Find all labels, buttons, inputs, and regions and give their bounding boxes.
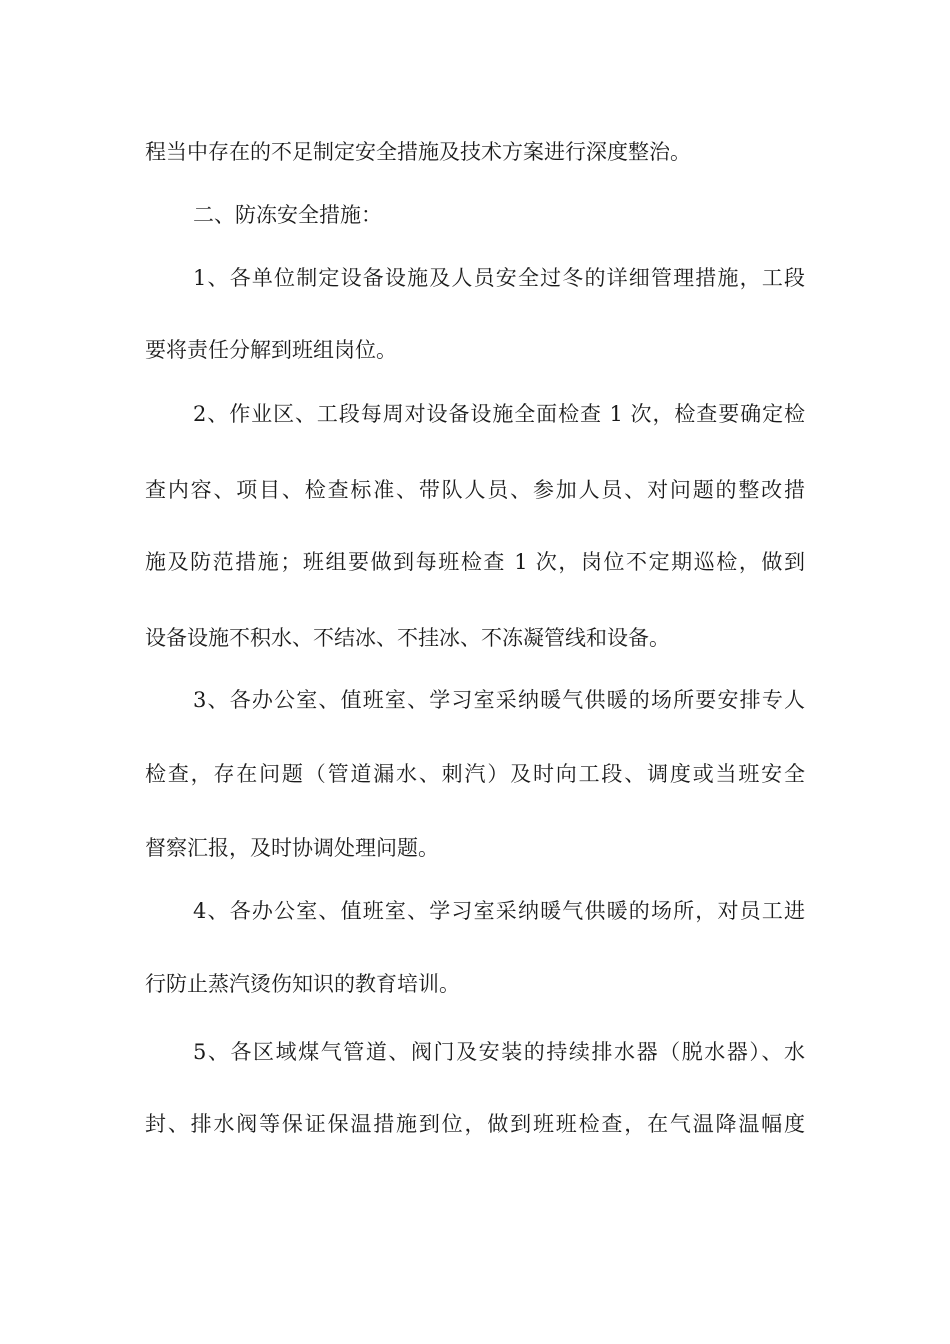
- text-line-13: 行防止蒸汽烫伤知识的教育培训。: [145, 972, 460, 996]
- text-line-4: 要将责任分解到班组岗位。: [145, 338, 397, 362]
- text-line-9: 3、各办公室、值班室、学习室采纳暖气供暖的场所要安排专人: [193, 688, 805, 712]
- text-line-12: 4、各办公室、值班室、学习室采纳暖气供暖的场所，对员工进: [193, 899, 805, 923]
- text-line-11: 督察汇报，及时协调处理问题。: [145, 836, 439, 860]
- text-line-1: 程当中存在的不足制定安全措施及技术方案进行深度整治。: [145, 140, 691, 164]
- text-line-15: 封、排水阀等保证保温措施到位，做到班班检查，在气温降温幅度: [145, 1112, 805, 1136]
- text-line-5: 2、作业区、工段每周对设备设施全面检查 1 次，检查要确定检: [193, 402, 805, 426]
- text-line-14: 5、各区域煤气管道、阀门及安装的持续排水器（脱水器）、水: [193, 1040, 805, 1064]
- text-line-8: 设备设施不积水、不结冰、不挂冰、不冻凝管线和设备。: [145, 626, 670, 650]
- text-line-10: 检查，存在问题（管道漏水、刺汽）及时向工段、调度或当班安全: [145, 762, 805, 786]
- text-line-7: 施及防范措施；班组要做到每班检查 1 次，岗位不定期巡检，做到: [145, 550, 805, 574]
- text-line-6: 查内容、项目、检查标准、带队人员、参加人员、对问题的整改措: [145, 478, 805, 502]
- section-heading: 二、防冻安全措施：: [193, 203, 382, 227]
- text-line-3: 1、各单位制定设备设施及人员安全过冬的详细管理措施，工段: [193, 266, 805, 290]
